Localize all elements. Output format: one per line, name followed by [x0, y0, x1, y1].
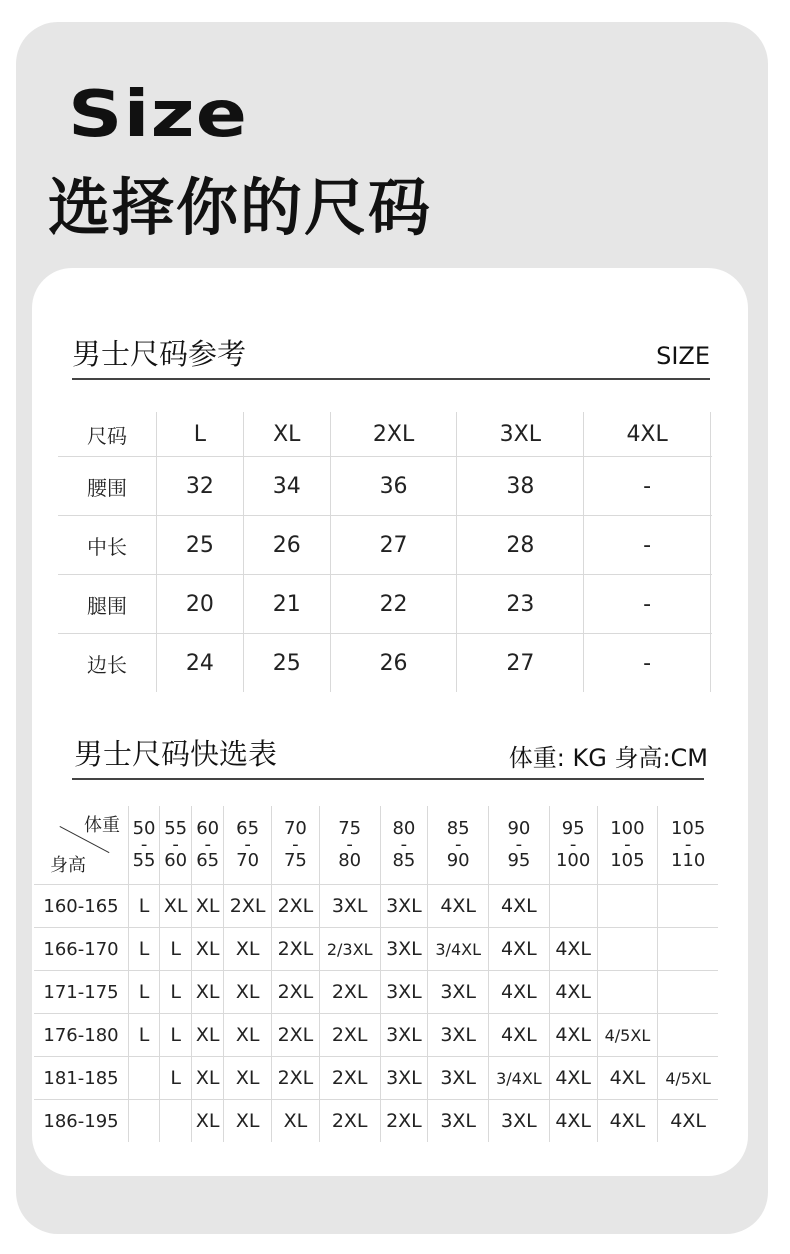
size-cell: 2XL	[319, 1057, 380, 1100]
section2-title: 男士尺码快选表	[74, 737, 278, 771]
table-row	[58, 575, 712, 634]
size-cell: 4XL	[549, 971, 597, 1014]
size-cell: 3XL	[428, 1014, 489, 1057]
table-cell: -	[584, 516, 711, 575]
table-row	[34, 885, 718, 928]
weight-range-part: 55	[164, 818, 188, 839]
height-range-label: 186-195	[43, 1110, 119, 1132]
weight-range-part: -	[400, 834, 408, 855]
size-cell: 2XL	[319, 1100, 380, 1143]
weight-range-part: 110	[670, 850, 706, 871]
size-cell: 3XL	[428, 971, 489, 1014]
size-cell: 4/5XL	[658, 1057, 718, 1100]
size-cell: 4XL	[489, 885, 550, 928]
size-cell	[549, 885, 597, 928]
size-cell	[658, 885, 718, 928]
size-cell: 2XL	[319, 1014, 380, 1057]
weight-range-part: 50	[132, 818, 156, 839]
weight-range-part: 75	[283, 850, 307, 871]
weight-range-part: -	[624, 834, 631, 855]
table-cell: 32	[157, 457, 244, 516]
table-cell: 26	[243, 516, 330, 575]
table-cell	[710, 516, 712, 575]
table-row	[34, 928, 718, 971]
table-cell: 4XL	[584, 412, 711, 457]
size-cell	[597, 971, 658, 1014]
table-cell: 25	[243, 634, 330, 693]
size-cell: XL	[192, 1014, 224, 1057]
table-cell: 23	[457, 575, 584, 634]
size-cell: XL	[272, 1100, 320, 1143]
height-range-label: 176-180	[34, 1014, 129, 1057]
table-cell: -	[584, 634, 711, 693]
table-cell: -	[584, 575, 711, 634]
weight-range-header	[192, 806, 224, 885]
weight-range-header	[380, 806, 428, 885]
table-cell: 26	[330, 634, 457, 693]
size-cell: XL	[192, 928, 224, 971]
size-cell: 4XL	[658, 1100, 718, 1143]
weight-range-part: 60	[196, 818, 220, 839]
size-cell: 2XL	[272, 971, 320, 1014]
quick-size-table	[34, 806, 718, 1142]
title-en: Size	[68, 78, 249, 152]
table-cell: 21	[243, 575, 330, 634]
size-cell: 3XL	[489, 1100, 550, 1143]
weight-range-part: 100	[610, 818, 645, 839]
size-cell: 2XL	[272, 928, 320, 971]
table-row	[58, 516, 712, 575]
section1-title: 男士尺码参考	[72, 337, 247, 371]
size-cell: 2XL	[272, 1057, 320, 1100]
height-range-label: 160-165	[34, 885, 129, 928]
weight-range-part: -	[244, 834, 251, 855]
table-cell: 2XL	[330, 412, 457, 457]
table-cell	[710, 634, 712, 693]
weight-range-header	[319, 806, 380, 885]
size-cell	[658, 971, 718, 1014]
section2-units: 体重: KG 身高:CM	[508, 744, 708, 772]
weight-range-part: -	[454, 834, 462, 855]
table-cell: 28	[457, 516, 584, 575]
size-cell: 3/4XL	[489, 1057, 550, 1100]
size-cell	[160, 1100, 192, 1143]
weight-range-header	[489, 806, 550, 885]
size-cell: XL	[192, 1057, 224, 1100]
weight-range-header	[428, 806, 489, 885]
size-cell	[658, 928, 718, 971]
row-label: 中长	[58, 516, 157, 575]
weight-range-part: -	[204, 834, 211, 855]
weight-range-header	[160, 806, 192, 885]
header-row	[34, 806, 718, 885]
size-cell: L	[160, 1057, 192, 1100]
row-label: 腿围	[58, 575, 157, 634]
row-label: 边长	[87, 652, 127, 677]
size-cell: XL	[192, 971, 224, 1014]
weight-range-part: 105	[670, 818, 706, 839]
size-cell: 3/4XL	[428, 928, 489, 971]
size-cell: 4XL	[489, 928, 550, 971]
size-cell: 3XL	[380, 1014, 428, 1057]
weight-range-part: 80	[392, 818, 416, 839]
weight-range-part: 60	[164, 850, 188, 871]
corner-cell	[34, 806, 129, 885]
weight-range-part: 80	[338, 850, 362, 871]
weight-range-part: -	[292, 834, 299, 855]
weight-range-part: -	[140, 834, 148, 855]
table-cell: XL	[243, 412, 330, 457]
weight-range-header	[658, 806, 718, 885]
weight-range-part: -	[569, 834, 577, 855]
size-cell: XL	[160, 885, 192, 928]
table-cell: 34	[243, 457, 330, 516]
size-cell	[129, 1057, 160, 1100]
row-label: 尺码	[58, 412, 157, 457]
size-cell	[597, 885, 658, 928]
table-cell: 27	[330, 516, 457, 575]
section1-size-label: SIZE	[656, 342, 710, 370]
size-cell: L	[129, 1014, 160, 1057]
weight-range-part: 55	[132, 850, 156, 871]
height-range-label: 171-175	[34, 971, 129, 1014]
size-cell	[658, 1014, 718, 1057]
size-cell: L	[129, 885, 160, 928]
height-range-label: 181-185	[34, 1057, 129, 1100]
table-cell: 22	[330, 575, 457, 634]
size-cell: XL	[224, 971, 272, 1014]
size-cell: 3XL	[380, 928, 428, 971]
size-cell	[597, 928, 658, 971]
table-row	[34, 1014, 718, 1057]
size-cell: 4/5XL	[597, 1014, 658, 1057]
weight-range-header	[597, 806, 658, 885]
weight-range-header	[272, 806, 320, 885]
table-cell: -	[584, 457, 711, 516]
section2-divider	[72, 778, 704, 780]
section1-divider	[72, 378, 710, 380]
weight-range-part: -	[172, 834, 179, 855]
size-cell: XL	[224, 1014, 272, 1057]
table-cell: 36	[330, 457, 457, 516]
size-cell: 4XL	[489, 971, 550, 1014]
weight-range-part: -	[515, 834, 523, 855]
table-cell	[710, 575, 712, 634]
size-cell: XL	[224, 1057, 272, 1100]
size-cell: 3XL	[428, 1100, 489, 1143]
weight-range-header	[224, 806, 272, 885]
size-cell: XL	[192, 885, 224, 928]
weight-range-part: -	[346, 834, 353, 855]
table-row	[58, 457, 712, 516]
table-row	[58, 412, 712, 457]
weight-range-header	[129, 806, 160, 885]
size-cell: 4XL	[428, 885, 489, 928]
weight-range-part: 70	[236, 850, 260, 871]
size-cell: 4XL	[549, 1100, 597, 1143]
table-cell: 25	[157, 516, 244, 575]
size-cell: 4XL	[549, 928, 597, 971]
weight-range-part: 90	[446, 850, 470, 871]
table-row	[34, 1057, 718, 1100]
row-label: 腰围	[58, 457, 157, 516]
weight-range-part: 85	[446, 818, 470, 839]
table-cell: 3XL	[457, 412, 584, 457]
table-row	[58, 634, 712, 693]
size-cell: 4XL	[549, 1014, 597, 1057]
size-cell: 4XL	[549, 1057, 597, 1100]
weight-range-part: 105	[610, 850, 645, 871]
size-cell: 4XL	[597, 1057, 658, 1100]
size-cell: 2XL	[272, 885, 320, 928]
size-reference-table	[58, 412, 712, 692]
weight-range-part: 65	[236, 818, 260, 839]
table-cell: 38	[457, 457, 584, 516]
weight-range-part: 70	[283, 818, 307, 839]
size-cell: L	[160, 971, 192, 1014]
size-cell: 3XL	[380, 971, 428, 1014]
size-cell: 3XL	[428, 1057, 489, 1100]
size-cell: XL	[224, 928, 272, 971]
table-cell: 24	[157, 634, 244, 693]
title-cn: 选择你的尺码	[48, 171, 433, 244]
size-cell: L	[160, 1014, 192, 1057]
weight-range-header	[549, 806, 597, 885]
size-cell	[129, 1100, 160, 1143]
size-cell: 2XL	[380, 1100, 428, 1143]
weight-range-part: 95	[561, 818, 585, 839]
weight-range-part: 100	[555, 850, 591, 871]
size-cell: XL	[224, 1100, 272, 1143]
weight-range-part: 95	[507, 850, 531, 871]
size-cell: L	[129, 971, 160, 1014]
size-cell: 2/3XL	[319, 928, 380, 971]
table-cell	[710, 412, 712, 457]
weight-range-part: 75	[338, 818, 362, 839]
size-cell: 2XL	[224, 885, 272, 928]
table-cell: 20	[157, 575, 244, 634]
size-cell: 2XL	[272, 1014, 320, 1057]
table-row	[34, 971, 718, 1014]
weight-range-part: 90	[507, 818, 531, 839]
table-row	[34, 1100, 718, 1143]
size-cell: 3XL	[380, 1057, 428, 1100]
height-range-label: 166-170	[34, 928, 129, 971]
weight-range-part: -	[684, 834, 692, 855]
table-cell	[710, 457, 712, 516]
size-cell: 3XL	[319, 885, 380, 928]
size-cell: 2XL	[319, 971, 380, 1014]
size-cell: 3XL	[380, 885, 428, 928]
weight-range-part: 65	[196, 850, 220, 871]
weight-range-part: 85	[392, 850, 416, 871]
weight-label: 体重	[84, 815, 120, 836]
table-cell: L	[157, 412, 244, 457]
table-cell: 27	[457, 634, 584, 693]
size-cell: L	[160, 928, 192, 971]
size-cell: 4XL	[597, 1100, 658, 1143]
size-cell: L	[129, 928, 160, 971]
size-cell: XL	[192, 1100, 224, 1143]
size-cell: 4XL	[489, 1014, 550, 1057]
height-label: 身高	[50, 855, 86, 876]
